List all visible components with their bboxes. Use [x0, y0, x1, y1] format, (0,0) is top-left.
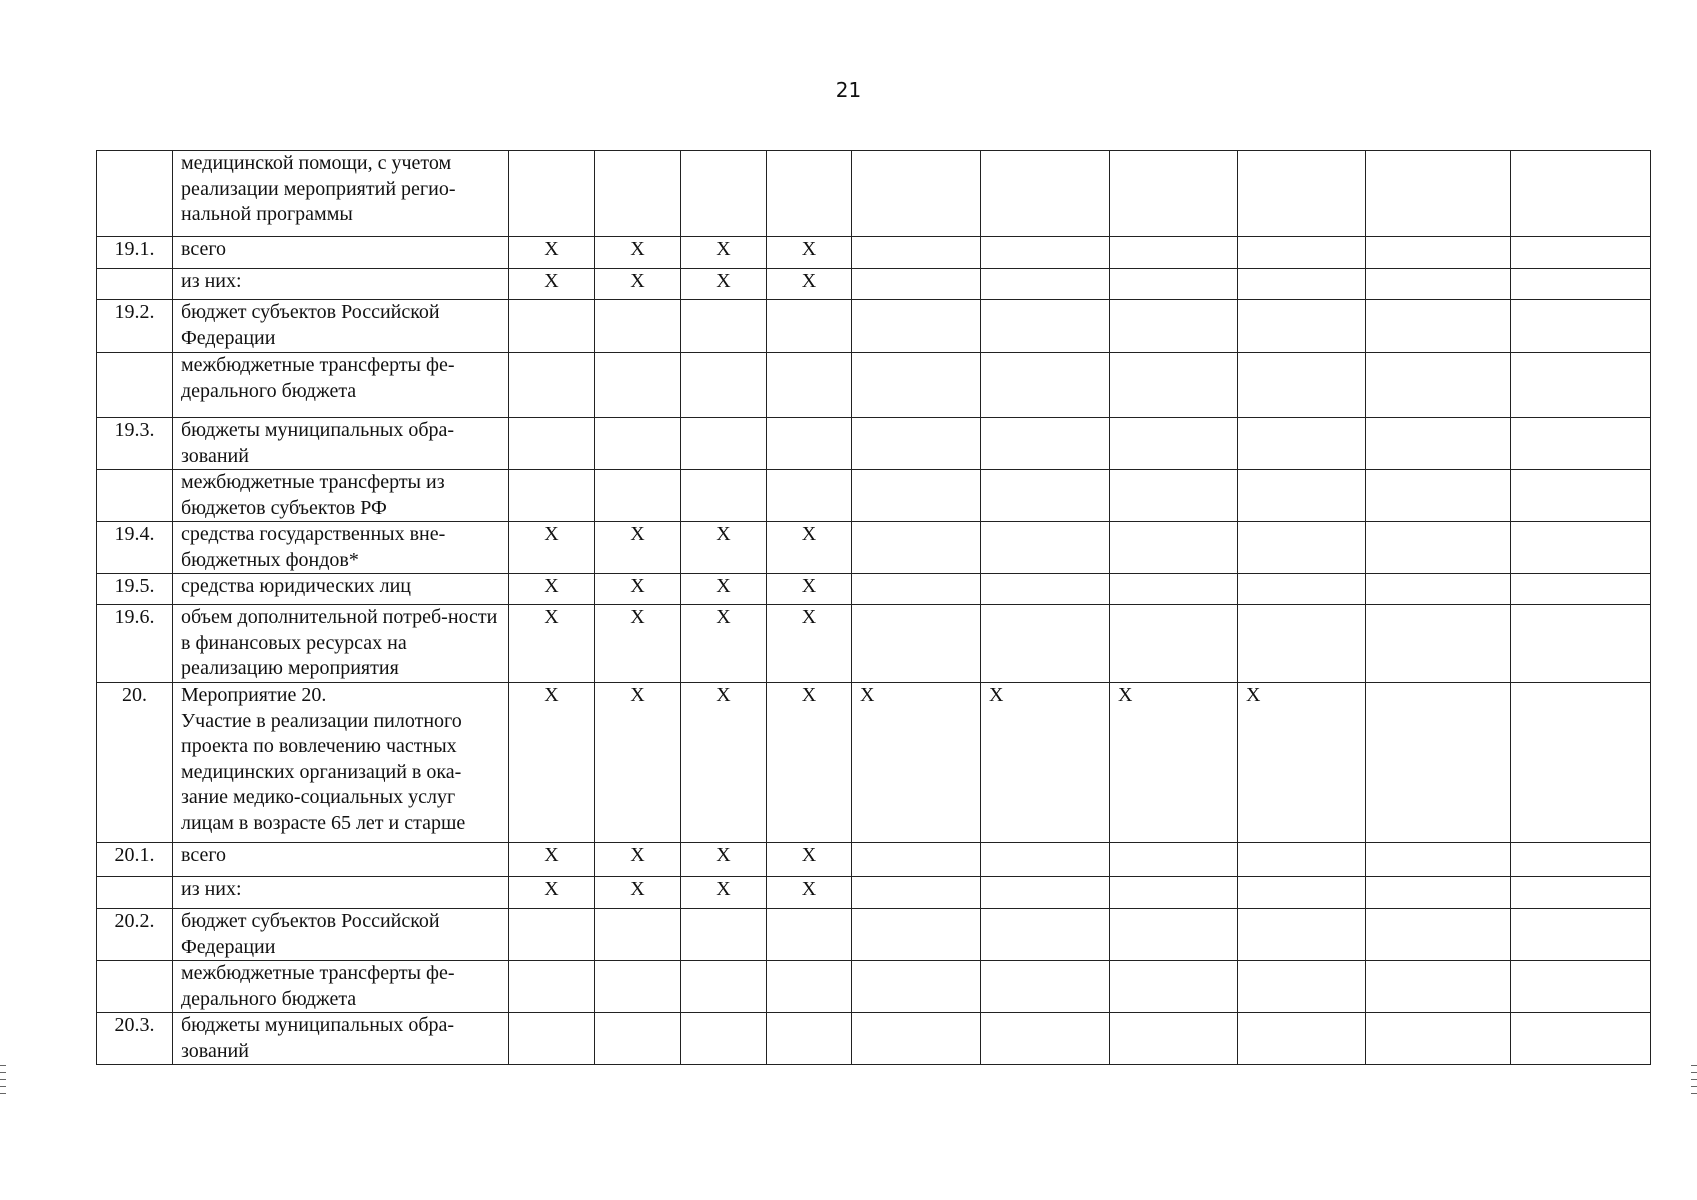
table-row — [97, 418, 1651, 470]
mark-cell — [681, 470, 767, 522]
mark-cell: X — [1110, 683, 1238, 843]
mark-cell — [1238, 877, 1366, 909]
mark-cell — [767, 300, 852, 353]
mark-cell — [1238, 605, 1366, 683]
mark-cell — [852, 300, 981, 353]
mark-cell — [1366, 605, 1511, 683]
mark-cell — [1366, 1013, 1511, 1065]
mark-cell — [681, 909, 767, 961]
mark-cell — [1110, 605, 1238, 683]
mark-cell — [981, 522, 1110, 574]
row-description: из них: — [173, 877, 509, 909]
mark-cell — [981, 1013, 1110, 1065]
mark-cell — [1238, 470, 1366, 522]
row-number: 20.3. — [97, 1013, 173, 1065]
mark-cell — [1511, 237, 1651, 269]
mark-cell — [595, 470, 681, 522]
mark-cell — [852, 418, 981, 470]
mark-cell — [1511, 605, 1651, 683]
mark-cell — [1511, 522, 1651, 574]
mark-cell: X — [767, 237, 852, 269]
row-number — [97, 151, 173, 237]
scan-mark — [1691, 1072, 1697, 1073]
row-description: средства государственных вне-бюджетных фондов* — [173, 522, 509, 574]
mark-cell — [767, 353, 852, 418]
mark-cell — [981, 961, 1110, 1013]
mark-cell — [1366, 353, 1511, 418]
mark-cell: X — [767, 269, 852, 300]
mark-cell — [1511, 470, 1651, 522]
mark-cell — [981, 269, 1110, 300]
mark-cell — [1511, 961, 1651, 1013]
mark-cell — [509, 470, 595, 522]
mark-cell — [1238, 961, 1366, 1013]
mark-cell — [681, 1013, 767, 1065]
mark-cell — [681, 151, 767, 237]
mark-cell: X — [595, 574, 681, 605]
row-number: 19.4. — [97, 522, 173, 574]
scan-mark — [1691, 1065, 1697, 1066]
mark-cell — [1366, 683, 1511, 843]
mark-cell: X — [681, 522, 767, 574]
mark-cell — [1110, 877, 1238, 909]
mark-cell: X — [595, 237, 681, 269]
mark-cell — [1366, 909, 1511, 961]
mark-cell — [1511, 353, 1651, 418]
mark-cell: X — [595, 877, 681, 909]
mark-cell — [509, 418, 595, 470]
table-row — [97, 909, 1651, 961]
mark-cell — [595, 353, 681, 418]
mark-cell — [1511, 151, 1651, 237]
mark-cell: X — [681, 574, 767, 605]
row-description: межбюджетные трансферты из бюджетов субъектов РФ — [173, 470, 509, 522]
mark-cell — [1366, 961, 1511, 1013]
mark-cell — [1366, 522, 1511, 574]
mark-cell — [1110, 843, 1238, 877]
mark-cell — [767, 418, 852, 470]
mark-cell — [595, 300, 681, 353]
mark-cell — [852, 353, 981, 418]
row-number — [97, 470, 173, 522]
mark-cell — [981, 909, 1110, 961]
mark-cell — [1511, 300, 1651, 353]
mark-cell — [1110, 237, 1238, 269]
mark-cell: X — [1238, 683, 1366, 843]
mark-cell: X — [509, 605, 595, 683]
row-number: 20.2. — [97, 909, 173, 961]
mark-cell — [1238, 909, 1366, 961]
scan-mark — [0, 1079, 6, 1080]
mark-cell: X — [681, 843, 767, 877]
mark-cell: X — [681, 237, 767, 269]
mark-cell — [852, 522, 981, 574]
mark-cell — [1511, 683, 1651, 843]
row-description: средства юридических лиц — [173, 574, 509, 605]
mark-cell — [681, 353, 767, 418]
table-row — [97, 237, 1651, 269]
mark-cell: X — [509, 877, 595, 909]
mark-cell: X — [595, 843, 681, 877]
mark-cell — [681, 418, 767, 470]
mark-cell — [1110, 522, 1238, 574]
mark-cell — [767, 470, 852, 522]
mark-cell — [1238, 353, 1366, 418]
mark-cell — [852, 269, 981, 300]
mark-cell: X — [509, 574, 595, 605]
mark-cell — [1110, 574, 1238, 605]
mark-cell — [767, 961, 852, 1013]
mark-cell — [852, 1013, 981, 1065]
row-description: межбюджетные трансферты фе-дерального бюджета — [173, 353, 509, 418]
mark-cell — [1238, 151, 1366, 237]
mark-cell: X — [767, 683, 852, 843]
mark-cell — [1366, 877, 1511, 909]
mark-cell — [1110, 300, 1238, 353]
row-description: межбюджетные трансферты фе-дерального бюджета — [173, 961, 509, 1013]
mark-cell — [852, 151, 981, 237]
scan-mark — [0, 1086, 6, 1087]
mark-cell — [1511, 1013, 1651, 1065]
mark-cell — [1511, 909, 1651, 961]
table-row — [97, 353, 1651, 418]
mark-cell — [981, 300, 1110, 353]
row-number — [97, 877, 173, 909]
page-number: 21 — [835, 78, 862, 102]
mark-cell — [1238, 237, 1366, 269]
mark-cell: X — [681, 605, 767, 683]
mark-cell — [1110, 961, 1238, 1013]
row-number — [97, 353, 173, 418]
mark-cell — [1366, 269, 1511, 300]
mark-cell — [1110, 1013, 1238, 1065]
mark-cell — [852, 909, 981, 961]
mark-cell — [1238, 269, 1366, 300]
table-row — [97, 683, 1651, 843]
mark-cell — [767, 151, 852, 237]
mark-cell: X — [681, 269, 767, 300]
mark-cell — [1366, 151, 1511, 237]
mark-cell — [852, 470, 981, 522]
mark-cell — [1366, 470, 1511, 522]
row-number — [97, 269, 173, 300]
row-description: бюджеты муниципальных обра-зований — [173, 1013, 509, 1065]
mark-cell — [1366, 300, 1511, 353]
table-row — [97, 574, 1651, 605]
table-row — [97, 843, 1651, 877]
mark-cell — [852, 961, 981, 1013]
mark-cell — [1238, 574, 1366, 605]
mark-cell: X — [595, 683, 681, 843]
mark-cell — [595, 1013, 681, 1065]
scan-mark — [0, 1093, 6, 1094]
scan-mark — [0, 1065, 6, 1066]
mark-cell — [767, 909, 852, 961]
mark-cell: X — [595, 522, 681, 574]
row-number: 19.1. — [97, 237, 173, 269]
scan-mark — [1691, 1093, 1697, 1094]
mark-cell — [595, 418, 681, 470]
mark-cell — [981, 470, 1110, 522]
mark-cell — [1366, 843, 1511, 877]
budget-table — [96, 150, 1651, 1065]
mark-cell — [1110, 470, 1238, 522]
mark-cell — [509, 961, 595, 1013]
row-description: Мероприятие 20. Участие в реализации пилотного проекта по вовлечению частных медицинских организаций в ока-зание медико-социальных услуг лицам в возрасте 65 лет и старше — [173, 683, 509, 843]
mark-cell — [981, 151, 1110, 237]
row-description: бюджет субъектов Российской Федерации — [173, 300, 509, 353]
mark-cell — [1238, 300, 1366, 353]
mark-cell — [1110, 418, 1238, 470]
mark-cell — [1238, 843, 1366, 877]
table-row — [97, 1013, 1651, 1065]
scan-mark — [1691, 1079, 1697, 1080]
mark-cell: X — [767, 522, 852, 574]
mark-cell: X — [767, 574, 852, 605]
mark-cell: X — [509, 237, 595, 269]
mark-cell — [1511, 843, 1651, 877]
table-row — [97, 470, 1651, 522]
mark-cell — [681, 961, 767, 1013]
mark-cell — [1511, 877, 1651, 909]
mark-cell: X — [681, 683, 767, 843]
mark-cell — [981, 574, 1110, 605]
mark-cell: X — [595, 605, 681, 683]
mark-cell — [509, 1013, 595, 1065]
table-row — [97, 961, 1651, 1013]
table-row — [97, 269, 1651, 300]
row-description: бюджет субъектов Российской Федерации — [173, 909, 509, 961]
mark-cell — [981, 605, 1110, 683]
row-number: 19.3. — [97, 418, 173, 470]
mark-cell — [981, 353, 1110, 418]
mark-cell: X — [509, 683, 595, 843]
mark-cell — [681, 300, 767, 353]
row-number: 19.2. — [97, 300, 173, 353]
mark-cell — [1110, 909, 1238, 961]
mark-cell: X — [767, 605, 852, 683]
mark-cell — [1366, 574, 1511, 605]
row-number: 20.1. — [97, 843, 173, 877]
mark-cell: X — [595, 269, 681, 300]
mark-cell — [852, 574, 981, 605]
mark-cell — [981, 877, 1110, 909]
row-description: медицинской помощи, с учетом реализации мероприятий регио-нальной программы — [173, 151, 509, 237]
mark-cell — [852, 877, 981, 909]
mark-cell: X — [509, 522, 595, 574]
mark-cell — [981, 237, 1110, 269]
mark-cell — [1511, 418, 1651, 470]
mark-cell — [509, 300, 595, 353]
table-row — [97, 300, 1651, 353]
mark-cell: X — [509, 269, 595, 300]
row-description: из них: — [173, 269, 509, 300]
mark-cell — [509, 151, 595, 237]
mark-cell — [595, 151, 681, 237]
mark-cell — [1238, 1013, 1366, 1065]
mark-cell — [1110, 269, 1238, 300]
mark-cell: X — [981, 683, 1110, 843]
mark-cell — [852, 605, 981, 683]
mark-cell — [1511, 269, 1651, 300]
mark-cell — [1110, 151, 1238, 237]
mark-cell — [509, 909, 595, 961]
mark-cell: X — [509, 843, 595, 877]
mark-cell — [852, 843, 981, 877]
mark-cell — [1366, 418, 1511, 470]
row-description: бюджеты муниципальных обра-зований — [173, 418, 509, 470]
row-description: всего — [173, 237, 509, 269]
row-number: 19.6. — [97, 605, 173, 683]
table-row — [97, 877, 1651, 909]
mark-cell — [767, 1013, 852, 1065]
mark-cell — [1366, 237, 1511, 269]
mark-cell — [595, 909, 681, 961]
mark-cell — [595, 961, 681, 1013]
mark-cell: X — [852, 683, 981, 843]
mark-cell — [1238, 418, 1366, 470]
table-row — [97, 605, 1651, 683]
mark-cell — [852, 237, 981, 269]
row-number: 20. — [97, 683, 173, 843]
row-number — [97, 961, 173, 1013]
row-description: объем дополнительной потреб-ности в финансовых ресурсах на реализацию мероприятия — [173, 605, 509, 683]
table-row — [97, 522, 1651, 574]
mark-cell: X — [767, 877, 852, 909]
mark-cell — [981, 418, 1110, 470]
mark-cell — [1238, 522, 1366, 574]
mark-cell: X — [767, 843, 852, 877]
row-number: 19.5. — [97, 574, 173, 605]
mark-cell — [509, 353, 595, 418]
scan-mark — [1691, 1086, 1697, 1087]
mark-cell — [1110, 353, 1238, 418]
mark-cell: X — [681, 877, 767, 909]
mark-cell — [1511, 574, 1651, 605]
scan-mark — [0, 1072, 6, 1073]
table-row — [97, 151, 1651, 237]
row-description: всего — [173, 843, 509, 877]
mark-cell — [981, 843, 1110, 877]
